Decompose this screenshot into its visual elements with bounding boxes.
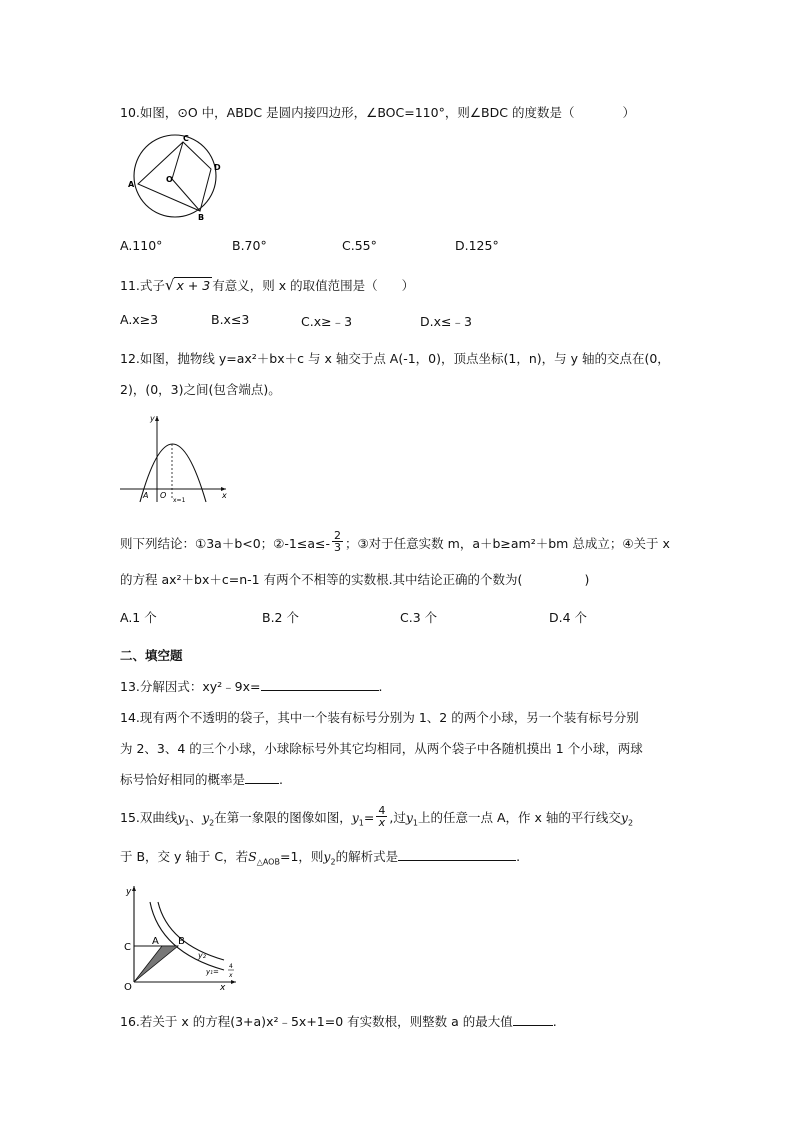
q10-stem: 10.如图，⊙O 中，ABDC 是圆内接四边形，∠BOC=110°，则∠BDC 的度数是（ ）	[120, 105, 635, 120]
q15-label-y: y	[126, 887, 132, 897]
q12-label-a: A	[143, 491, 149, 500]
q15-label-o: O	[124, 982, 132, 993]
q15-label-x: x	[220, 983, 226, 993]
q10-option-a[interactable]: A.110°	[120, 238, 163, 253]
q15-label-dx: x	[229, 972, 233, 979]
q16-answer-blank[interactable]	[513, 1013, 553, 1026]
q12-line4: 的方程 ax²＋bx＋c=n-1 有两个不相等的实数根.其中结论正确的个数为( )	[120, 572, 590, 587]
q15-hyperbola-figure	[124, 882, 242, 994]
q12-line1: 12.如图，抛物线 y=ax²＋bx＋c 与 x 轴交于点 A(-1，0)，顶点坐标(1，n)，与 y 轴的交点在(0，	[120, 351, 670, 366]
q12-parabola-figure	[118, 412, 230, 504]
q11-option-d[interactable]: D.x≤﹣3	[420, 314, 472, 329]
q11-option-b[interactable]: B.x≤3	[211, 312, 250, 327]
q12-option-a[interactable]: A.1 个	[120, 610, 157, 625]
q10-label-a: A	[128, 180, 135, 189]
q10-option-b[interactable]: B.70°	[232, 238, 267, 253]
section-title: 二、填空题	[120, 648, 183, 663]
q15-label-y1: y₁=	[206, 968, 219, 976]
q12-label-x1: x=1	[173, 497, 186, 504]
q15-label-y2: y₂	[198, 951, 206, 960]
q15-label-a: A	[152, 936, 159, 947]
q11-option-a[interactable]: A.x≥3	[120, 312, 159, 327]
q12-option-d[interactable]: D.4 个	[549, 610, 588, 625]
q12-option-c[interactable]: C.3 个	[400, 610, 438, 625]
q10-option-d[interactable]: D.125°	[455, 238, 499, 253]
q10-label-o: O	[166, 175, 173, 184]
q14-line2: 为 2、3、4 的三个小球，小球除标号外其它均相同，从两个袋子中各随机摸出 1 个小球，两球	[120, 741, 643, 756]
q15-answer-blank[interactable]	[398, 848, 516, 861]
q15-label-b: B	[178, 936, 185, 947]
q11-stem: 11.式子√ x + 3 有意义，则 x 的取值范围是（ ）	[120, 276, 415, 294]
q12-option-b[interactable]: B.2 个	[262, 610, 299, 625]
q10-label-c: C	[183, 134, 189, 143]
q14-line3: 标号恰好相同的概率是 .	[120, 772, 283, 787]
q13-answer-blank[interactable]	[261, 678, 379, 691]
q14-line1: 14.现有两个不透明的袋子，其中一个装有标号分别为 1、2 的两个小球，另一个装有标号分别	[120, 710, 639, 725]
q12-conclusions: 则下列结论：①3a＋b<0；②-1≤a≤- $\frac{2}{3}$ ；③对于任意实数 m，a＋b≥am²＋bm 总成立；④关于 x	[120, 529, 670, 554]
q13-stem: 13.分解因式：xy²﹣9x= .	[120, 679, 383, 694]
q15-line1: 15.双曲线$y_1$、$y_2$在第一象限的图像如图，$y_1=$ $\frac{4}{x}$ ,过$y_1$上的任意一点 A，作 x 轴的平行线交$y_2$	[120, 804, 634, 829]
q10-label-b: B	[198, 213, 205, 222]
q11-option-c[interactable]: C.x≥﹣3	[301, 314, 353, 329]
q14-answer-blank[interactable]	[245, 771, 279, 784]
q12-line2: 2)，(0，3)之间(包含端点)。	[120, 382, 281, 397]
q16-stem: 16.若关于 x 的方程(3+a)x²﹣5x+1=0 有实数根，则整数 a 的最大值 .	[120, 1014, 557, 1029]
q10-circle-figure	[124, 132, 234, 222]
q12-label-o: O	[160, 491, 167, 500]
q15-label-c: C	[124, 942, 131, 953]
q15-line2: 于 B，交 y 轴于 C，若$S_{\triangle AOB}=1$，则$y_2$的解析式是 .	[120, 849, 521, 867]
q12-label-y: y	[150, 414, 155, 423]
q11-radicand: x + 3	[176, 278, 211, 293]
q15-label-n4: 4	[229, 963, 233, 970]
q10-label-d: D	[214, 163, 221, 172]
q10-option-c[interactable]: C.55°	[342, 238, 377, 253]
q12-label-x: x	[222, 491, 227, 500]
